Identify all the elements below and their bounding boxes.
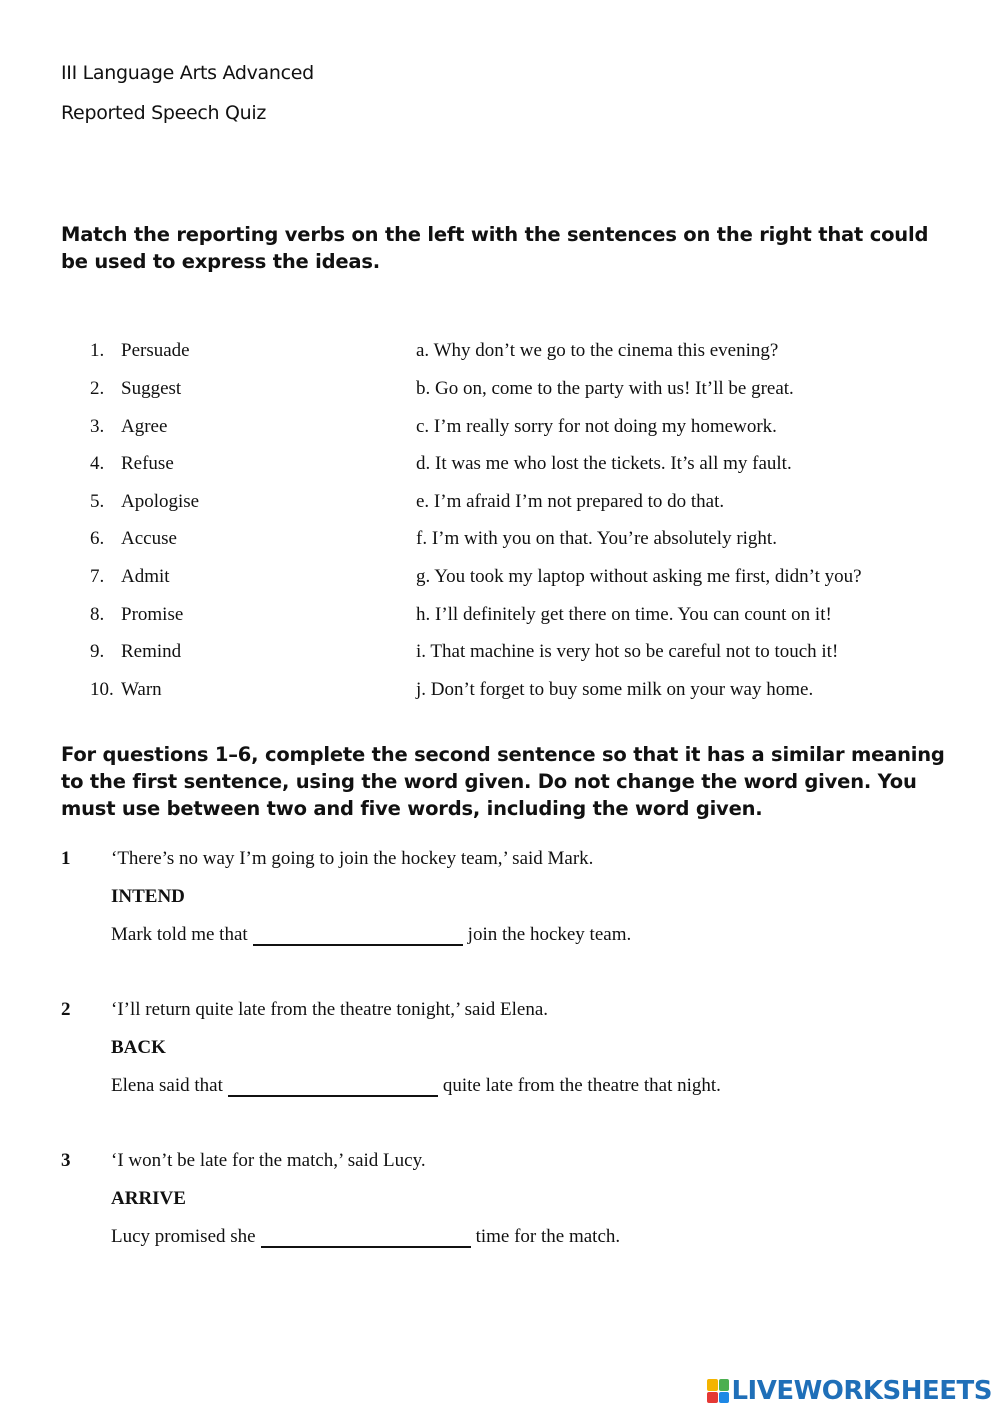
- item-number: 5.: [90, 491, 105, 512]
- reporting-verb: Warn: [121, 679, 162, 700]
- key-word: ARRIVE: [111, 1188, 186, 1209]
- reporting-verb: Apologise: [121, 491, 200, 512]
- question-number: 3: [61, 1150, 71, 1171]
- match-sentence: a. Why don’t we go to the cinema this evening?: [416, 340, 779, 361]
- answer-sentence: [111, 1226, 620, 1248]
- key-word: INTEND: [111, 886, 185, 907]
- item-number: 4.: [90, 453, 105, 474]
- answer-sentence: [111, 1075, 721, 1097]
- question-number: 2: [61, 999, 71, 1020]
- answer-suffix: quite late from the theatre that night.: [442, 1075, 721, 1096]
- logo-square-yellow: [707, 1379, 718, 1391]
- logo-square-green: [719, 1379, 730, 1391]
- logo-square-red: [707, 1392, 718, 1404]
- answer-prefix: Lucy promised she: [111, 1226, 256, 1247]
- match-row: [0, 378, 1000, 408]
- question-number: 1: [61, 848, 71, 869]
- reporting-verb: Persuade: [121, 340, 190, 361]
- match-row: [0, 340, 1000, 370]
- answer-suffix: time for the match.: [475, 1226, 621, 1247]
- match-sentence: h. I’ll definitely get there on time. You can count on it!: [416, 604, 832, 625]
- match-sentence: c. I’m really sorry for not doing my homework.: [416, 416, 777, 437]
- match-row: [0, 641, 1000, 671]
- quiz-title: Reported Speech Quiz: [61, 102, 267, 124]
- match-sentence: b. Go on, come to the party with us! It’ll be great.: [416, 378, 794, 399]
- match-row: [0, 604, 1000, 634]
- match-sentence: d. It was me who lost the tickets. It’s all my fault.: [416, 453, 792, 474]
- liveworksheets-logo-icon: [707, 1379, 729, 1403]
- item-number: 6.: [90, 528, 105, 549]
- reporting-verb: Suggest: [121, 378, 182, 399]
- match-row: [0, 566, 1000, 596]
- answer-prefix: Elena said that: [111, 1075, 223, 1096]
- original-sentence: ‘I won’t be late for the match,’ said Lucy.: [111, 1150, 426, 1171]
- match-sentence: j. Don’t forget to buy some milk on your way home.: [416, 679, 814, 700]
- item-number: 10.: [90, 679, 114, 700]
- match-row: [0, 679, 1000, 709]
- item-number: 8.: [90, 604, 105, 625]
- reporting-verb: Remind: [121, 641, 182, 662]
- answer-sentence: [111, 924, 631, 946]
- item-number: 3.: [90, 416, 105, 437]
- item-number: 1.: [90, 340, 105, 361]
- answer-suffix: join the hockey team.: [467, 924, 632, 945]
- key-word: BACK: [111, 1037, 166, 1058]
- course-title: III Language Arts Advanced: [61, 62, 314, 84]
- liveworksheets-brand[interactable]: [707, 1375, 992, 1407]
- match-row: [0, 416, 1000, 446]
- reporting-verb: Accuse: [121, 528, 177, 549]
- answer-blank-1[interactable]: [253, 926, 463, 946]
- answer-blank-3[interactable]: [261, 1228, 471, 1248]
- match-row: [0, 453, 1000, 483]
- match-sentence: i. That machine is very hot so be careful not to touch it!: [416, 641, 839, 662]
- transformation-instruction: For questions 1–6, complete the second sentence so that it has a similar meaning to the first sentence, using the word given. Do not change the word given. You must use between two and five words, including the word given.: [61, 743, 945, 820]
- reporting-verb: Promise: [121, 604, 184, 625]
- item-number: 9.: [90, 641, 105, 662]
- match-sentence: e. I’m afraid I’m not prepared to do that.: [416, 491, 725, 512]
- reporting-verb: Refuse: [121, 453, 174, 474]
- answer-prefix: Mark told me that: [111, 924, 248, 945]
- logo-square-blue: [719, 1392, 730, 1404]
- original-sentence: ‘There’s no way I’m going to join the hockey team,’ said Mark.: [111, 848, 594, 869]
- match-row: [0, 491, 1000, 521]
- item-number: 7.: [90, 566, 105, 587]
- matching-instruction: Match the reporting verbs on the left with the sentences on the right that could be used to express the ideas.: [61, 223, 929, 273]
- reporting-verb: Admit: [121, 566, 170, 587]
- match-sentence: g. You took my laptop without asking me first, didn’t you?: [416, 566, 862, 587]
- answer-blank-2[interactable]: [228, 1077, 438, 1097]
- item-number: 2.: [90, 378, 105, 399]
- reporting-verb: Agree: [121, 416, 168, 437]
- original-sentence: ‘I’ll return quite late from the theatre tonight,’ said Elena.: [111, 999, 549, 1020]
- match-row: [0, 528, 1000, 558]
- match-sentence: f. I’m with you on that. You’re absolutely right.: [416, 528, 777, 549]
- brand-text: LIVEWORKSHEETS: [731, 1376, 992, 1406]
